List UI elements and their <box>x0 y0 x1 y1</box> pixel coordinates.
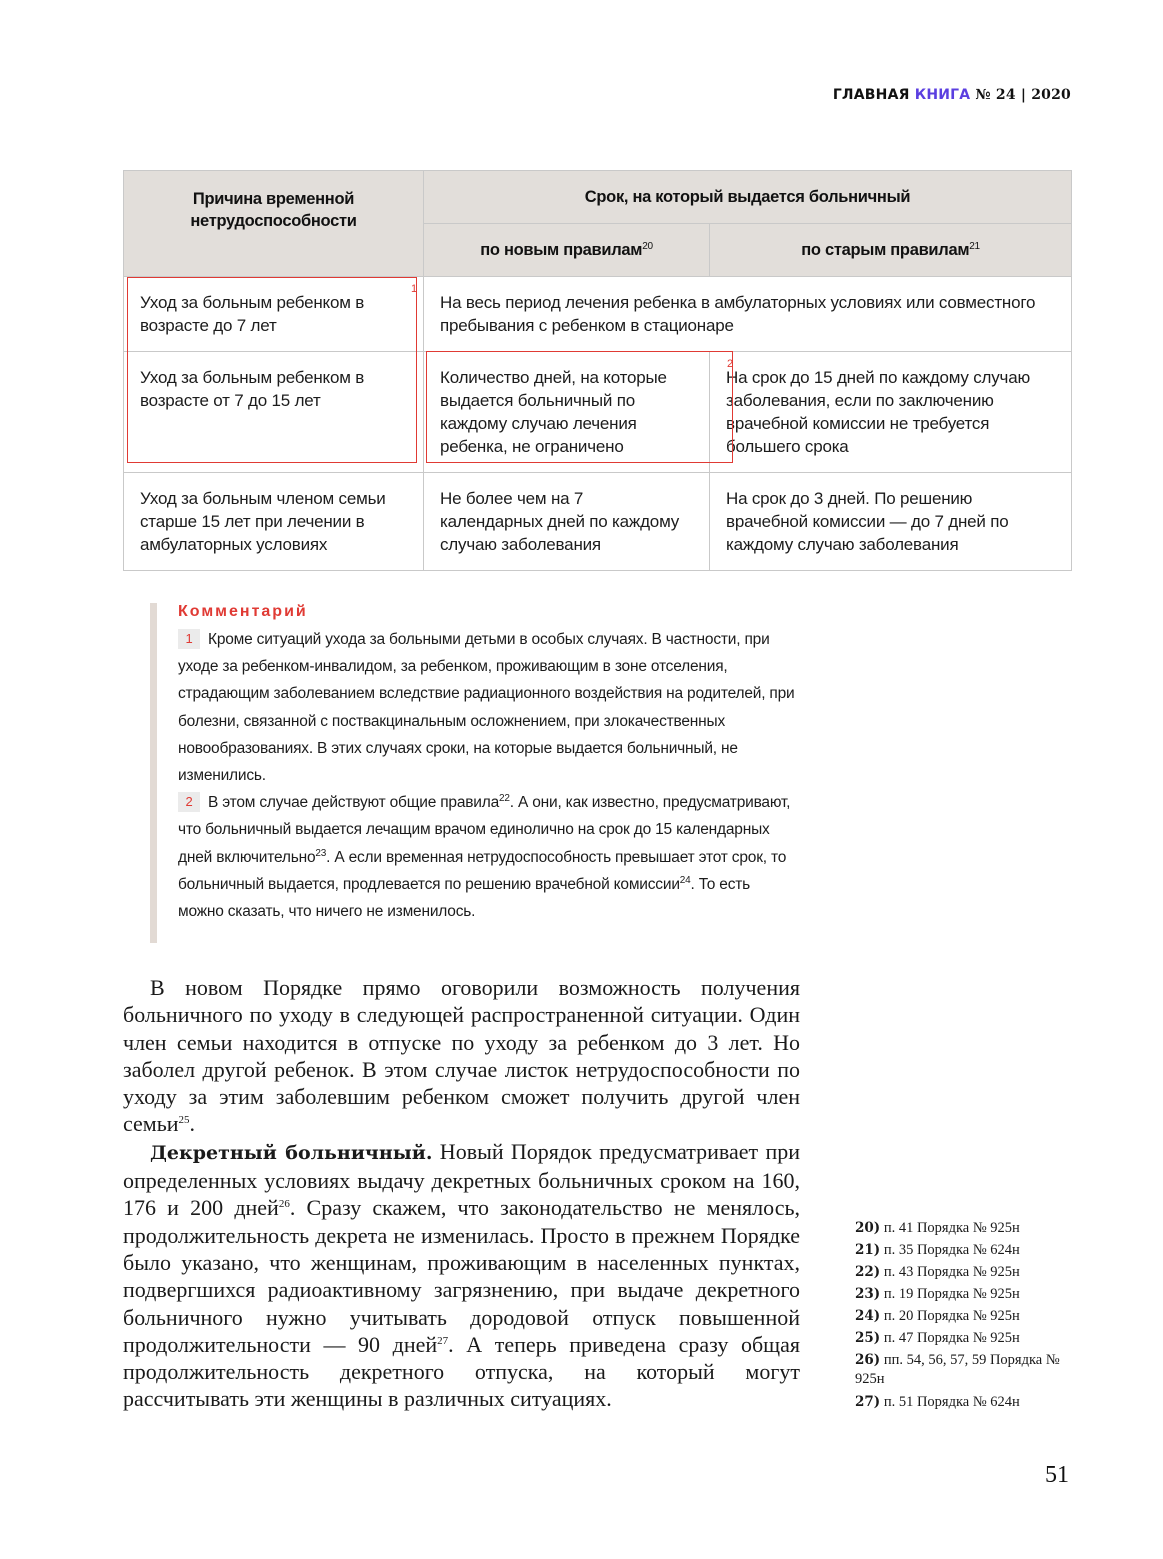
footnote-ref: 22 <box>499 793 510 805</box>
brand-part1: ГЛАВНАЯ <box>832 87 910 103</box>
sick-leave-rules-table <box>123 170 1072 571</box>
footnote-ref: 25 <box>178 1114 190 1127</box>
footnote-ref: 26 <box>278 1198 290 1211</box>
new-rules-cell: Количество дней, на которые выдается больничный по каждому случаю лечения ребенка, не ограничено <box>424 352 710 473</box>
footnote-item: 22) п. 43 Порядка № 925н <box>855 1264 1020 1280</box>
old-rules-cell: На срок до 3 дней. По решению врачебной комиссии — до 7 дней по каждому случаю заболевания <box>710 473 1072 571</box>
column-header-reason: Причина временной нетрудоспособности <box>124 171 424 277</box>
comment-box <box>150 603 817 943</box>
comment-item-2: 2 В этом случае действуют общие правила$^{22}$. А они, как известно, предусматривают, что больничный выдается лечащим врачом единолично на срок до 15 календарных дней включительно$^{23}$. А если временная нетрудоспособность превышает этот срок, то больничный выдается, продлевается по решению врачебной комиссии$^{24}$. То есть можно сказать, что ничего не изменилось. <box>178 793 791 921</box>
old-rules-cell: На срок до 15 дней по каждому случаю заболевания, если по заключению врачебной комиссии не требуется большего срока <box>710 352 1072 473</box>
footnote-ref: 23 <box>315 847 327 859</box>
table-row <box>124 352 1072 473</box>
section-heading: Декретный больничный. <box>150 1141 433 1164</box>
footnote-item: 23) п. 19 Порядка № 925н <box>855 1286 1020 1302</box>
page-number: 51 <box>1045 1462 1069 1488</box>
footnote-item: 25) п. 47 Порядка № 925н <box>855 1330 1020 1346</box>
column-header-new-rules: по новым правилам$^{20}$ <box>424 224 710 277</box>
comment-title: Комментарий <box>178 603 308 620</box>
issue-number: № 24 | 2020 <box>975 87 1071 103</box>
footnote-ref: 27 <box>437 1334 449 1347</box>
paragraph-1: В новом Порядке прямо оговорили возможность получения больничного по уходу в следующей распространенной ситуации. Один член семьи находится в отпуске по уходу за ребенком до 3 лет. Но заболел другой ребенок. В этом случае листок нетрудоспособности по уходу за этим заболевшим ребенком сможет получить другой член семьи$^{25}$. <box>123 975 800 1137</box>
reason-cell: Уход за больным ребенком в возрасте от 7 до 15 лет <box>124 352 424 473</box>
footnote-item: 20) п. 41 Порядка № 925н <box>855 1220 1020 1236</box>
footnote-item: 21) п. 35 Порядка № 624н <box>855 1242 1020 1258</box>
paragraph-2: Декретный больничный. Новый Порядок предусматривает при определенных условиях выдачу декретных больничных сроком на 160, 176 и 200 дней$^{26}$. Сразу скажем, что законодательство не менялось, продолжительность декрета не изменилась. Просто в прежнем Порядке было указано, что женщинам, проживающим в населенных пунктах, подвергшихся радиоактивному загрязнению, при выдаче декретного больничного нужно учитывать дородовой отпуск повышенной продолжительности — 90 дней$^{27}$. А теперь приведена сразу общая продолжительность декретного отпуска, на который могут рассчитывать эти женщины в различных ситуациях. <box>123 1138 801 1412</box>
footnote-ref: 21 <box>969 240 980 252</box>
reason-cell: Уход за больным ребенком в возрасте до 7 лет <box>124 277 424 352</box>
comment-item-1: 1 Кроме ситуаций ухода за больными детьми в особых случаях. В частности, при уходе за ребенком-инвалидом, за ребенком, проживающим в зоне отселения, страдающим заболеванием вследствие радиационного воздействия на родителей, при болезни, связанной с поствакцинальным осложнением, при злокачественных новообразованиях. В этих случаях сроки, на которые выдается больничный, не изменились. <box>178 631 795 785</box>
merged-term-cell: На весь период лечения ребенка в амбулаторных условиях или совместного пребывания с ребенком в стационаре <box>424 277 1072 352</box>
masthead <box>833 87 1071 103</box>
new-rules-cell: Не более чем на 7 календарных дней по каждому случаю заболевания <box>424 473 710 571</box>
footnote-item: 26) пп. 54, 56, 57, 59 Порядка № 925н <box>855 1352 1060 1387</box>
comment-number-badge: 1 <box>178 629 200 649</box>
highlight-marker-2: 2 <box>727 358 734 370</box>
table-row <box>124 277 1072 352</box>
highlight-marker-1: 1 <box>411 283 418 295</box>
footnote-ref: 20 <box>642 240 653 252</box>
column-header-old-rules: по старым правилам$^{21}$ <box>710 224 1072 277</box>
table-row <box>124 473 1072 571</box>
footnote-item: 27) п. 51 Порядка № 624н <box>855 1394 1020 1410</box>
footnote-item: 24) п. 20 Порядка № 925н <box>855 1308 1020 1324</box>
brand-part2: КНИГА <box>914 87 971 103</box>
footnote-ref: 24 <box>679 874 691 886</box>
footnotes <box>855 1217 1070 1413</box>
article-body <box>123 974 800 1413</box>
comment-number-badge: 2 <box>178 792 200 812</box>
reason-cell: Уход за больным членом семьи старше 15 лет при лечении в амбулаторных условиях <box>124 473 424 571</box>
column-header-group: Срок, на который выдается больничный <box>424 171 1072 224</box>
